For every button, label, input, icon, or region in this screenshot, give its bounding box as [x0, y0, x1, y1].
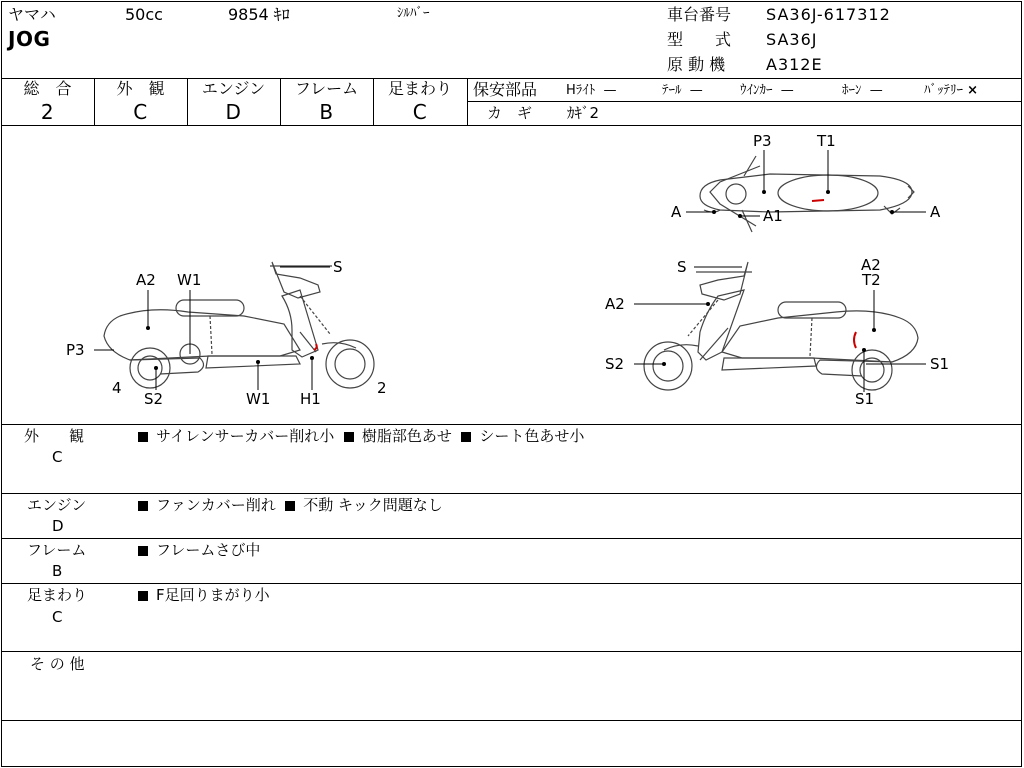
label-right-a2: A2: [861, 256, 881, 274]
remark-frame-items: フレームさび中: [138, 543, 260, 558]
bullet-icon: [461, 432, 471, 442]
remark-exterior-category: 外 観: [24, 427, 85, 445]
label-right-s2: S2: [605, 355, 625, 373]
safety-parts-label: 保安部品: [473, 80, 538, 99]
divider: [1, 424, 1022, 425]
label-top-a1: A1: [763, 207, 783, 225]
grade-overall-value: 2: [40, 100, 55, 124]
label-left-p3: P3: [66, 341, 85, 359]
label-right-s1: S1: [930, 355, 950, 373]
remark-frame-grade: B: [52, 562, 63, 580]
grade-overall-label: 総 合: [23, 79, 72, 98]
remark-other-category: そ の 他: [30, 655, 85, 673]
divider: [467, 101, 1022, 102]
label-right-s1-lower: S1: [855, 390, 875, 408]
divider: [1, 583, 1022, 584]
engine-model-value: A312E: [766, 55, 823, 74]
grade-frame-value: B: [319, 100, 334, 124]
label-left-h1: H1: [300, 390, 321, 408]
divider: [467, 78, 468, 125]
key-label: カ ギ: [487, 104, 533, 122]
label-right-s: S: [677, 258, 687, 276]
safety-winker: ｳｲﾝｶｰ —: [740, 83, 794, 98]
safety-battery: ﾊﾞｯﾃﾘｰ ×: [924, 83, 979, 98]
bullet-icon: [138, 501, 148, 511]
color: ｼﾙﾊﾞｰ: [397, 6, 430, 21]
label-left-a2: A2: [136, 271, 156, 289]
label-left-w1: W1: [177, 271, 202, 289]
remark-engine-grade: D: [52, 517, 64, 535]
key-value: ｶｷﾞ2: [567, 104, 600, 122]
label-left-w1-lower: W1: [246, 390, 271, 408]
type-label: 型 式: [667, 30, 732, 49]
bullet-icon: [138, 591, 148, 601]
remark-engine-items: ファンカバー削れ 不動 キック問題なし: [138, 498, 443, 513]
model-name: JOG: [8, 27, 51, 51]
label-left-4: 4: [112, 379, 122, 397]
label-top-p3: P3: [753, 132, 772, 150]
divider: [1, 651, 1022, 652]
bullet-icon: [344, 432, 354, 442]
remark-engine-category: エンジン: [27, 496, 87, 514]
label-right-t2: T2: [862, 271, 881, 289]
grade-engine-label: エンジン: [201, 79, 266, 98]
safety-taillight: ﾃｰﾙ —: [662, 83, 703, 98]
frame-number-label: 車台番号: [667, 5, 732, 24]
remark-suspension-items: F足回りまがり小: [138, 588, 270, 603]
remark-frame-category: フレーム: [27, 541, 87, 559]
label-left-s2: S2: [144, 390, 164, 408]
remark-suspension-category: 足まわり: [27, 586, 88, 604]
label-right-a2-front: A2: [605, 295, 625, 313]
grade-suspension-label: 足まわり: [387, 79, 452, 98]
engine-model-label: 原 動 機: [667, 55, 726, 74]
divider: [1, 538, 1022, 539]
safety-headlight: Hﾗｲﾄ —: [566, 83, 617, 98]
grade-exterior-value: C: [133, 100, 148, 124]
grade-engine-value: D: [225, 100, 242, 124]
label-top-a-right: A: [930, 203, 941, 221]
grade-frame-label: フレーム: [294, 79, 359, 98]
type-value: SA36J: [766, 30, 818, 49]
bullet-icon: [285, 501, 295, 511]
remark-exterior-grade: C: [52, 448, 63, 466]
remark-exterior-items: サイレンサーカバー削れ小 樹脂部色あせ シート色あせ小: [138, 429, 584, 444]
frame-number-value: SA36J-617312: [766, 5, 891, 24]
grade-suspension-value: C: [412, 100, 428, 124]
remark-suspension-grade: C: [52, 608, 63, 626]
damage-diagram: [0, 126, 1022, 424]
divider: [1, 493, 1022, 494]
bullet-icon: [138, 546, 148, 556]
top-view-scooter: [700, 156, 914, 232]
safety-horn: ﾎｰﾝ —: [842, 83, 883, 98]
displacement: 50cc: [125, 5, 163, 24]
maker: ヤマハ: [8, 5, 56, 24]
label-left-s: S: [333, 258, 343, 276]
bullet-icon: [138, 432, 148, 442]
label-left-2: 2: [377, 379, 387, 397]
mileage: 9854 ｷﾛ: [228, 5, 290, 24]
label-top-t1: T1: [817, 132, 836, 150]
label-top-a-left: A: [671, 203, 682, 221]
divider: [1, 720, 1022, 721]
grade-exterior-label: 外 観: [116, 79, 165, 98]
